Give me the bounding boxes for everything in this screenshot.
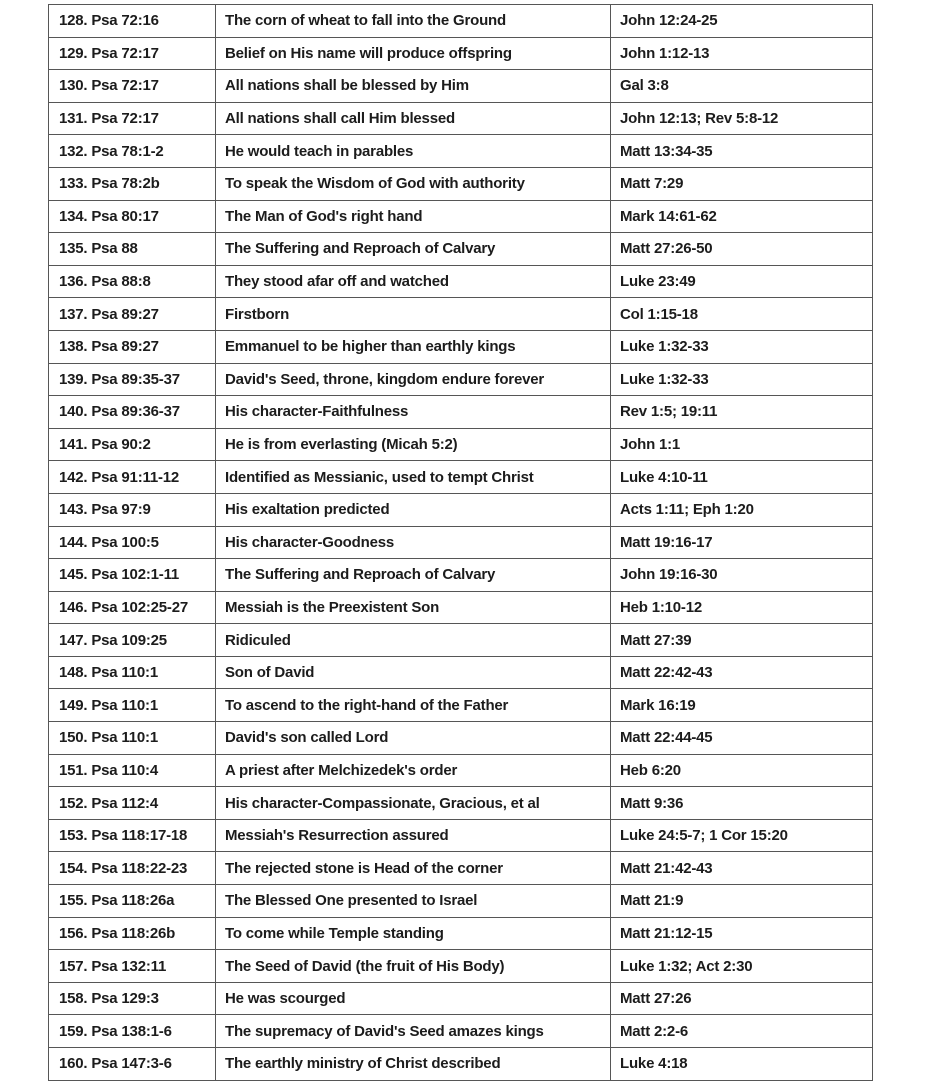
prophecy-cell: Son of David	[216, 656, 611, 689]
prophecy-cell: The rejected stone is Head of the corner	[216, 852, 611, 885]
psalm-reference-cell: 137. Psa 89:27	[49, 298, 216, 331]
psalm-reference-cell: 136. Psa 88:8	[49, 265, 216, 298]
table-row	[49, 982, 873, 1015]
prophecy-cell: The Seed of David (the fruit of His Body)	[216, 950, 611, 983]
table-row	[49, 363, 873, 396]
fulfillment-reference-cell: Luke 23:49	[611, 265, 873, 298]
psalm-reference-cell: 144. Psa 100:5	[49, 526, 216, 559]
table-row	[49, 624, 873, 657]
table-row	[49, 917, 873, 950]
prophecy-cell: Ridiculed	[216, 624, 611, 657]
prophecy-table-body	[49, 5, 873, 1081]
table-row	[49, 754, 873, 787]
prophecy-cell: The Blessed One presented to Israel	[216, 885, 611, 918]
prophecy-cell: David's Seed, throne, kingdom endure forever	[216, 363, 611, 396]
psalm-reference-cell: 133. Psa 78:2b	[49, 167, 216, 200]
fulfillment-reference-cell: Luke 4:18	[611, 1048, 873, 1081]
table-row	[49, 167, 873, 200]
fulfillment-reference-cell: Mark 14:61-62	[611, 200, 873, 233]
table-row	[49, 526, 873, 559]
table-row	[49, 330, 873, 363]
prophecy-cell: His exaltation predicted	[216, 493, 611, 526]
table-row	[49, 396, 873, 429]
psalm-reference-cell: 148. Psa 110:1	[49, 656, 216, 689]
prophecy-cell: To ascend to the right-hand of the Father	[216, 689, 611, 722]
table-row	[49, 493, 873, 526]
prophecy-cell: He was scourged	[216, 982, 611, 1015]
table-row	[49, 559, 873, 592]
table-row	[49, 37, 873, 70]
table-row	[49, 428, 873, 461]
psalm-reference-cell: 141. Psa 90:2	[49, 428, 216, 461]
table-row	[49, 722, 873, 755]
prophecy-cell: He is from everlasting (Micah 5:2)	[216, 428, 611, 461]
fulfillment-reference-cell: Matt 19:16-17	[611, 526, 873, 559]
prophecy-cell: To speak the Wisdom of God with authority	[216, 167, 611, 200]
table-row	[49, 70, 873, 103]
psalm-reference-cell: 149. Psa 110:1	[49, 689, 216, 722]
table-row	[49, 233, 873, 266]
table-row	[49, 1015, 873, 1048]
fulfillment-reference-cell: Luke 24:5-7; 1 Cor 15:20	[611, 819, 873, 852]
psalm-reference-cell: 138. Psa 89:27	[49, 330, 216, 363]
table-row	[49, 461, 873, 494]
psalm-reference-cell: 147. Psa 109:25	[49, 624, 216, 657]
psalm-reference-cell: 153. Psa 118:17-18	[49, 819, 216, 852]
table-row	[49, 298, 873, 331]
prophecy-cell: David's son called Lord	[216, 722, 611, 755]
fulfillment-reference-cell: Matt 2:2-6	[611, 1015, 873, 1048]
psalm-reference-cell: 135. Psa 88	[49, 233, 216, 266]
psalm-reference-cell: 154. Psa 118:22-23	[49, 852, 216, 885]
table-row	[49, 852, 873, 885]
psalm-reference-cell: 152. Psa 112:4	[49, 787, 216, 820]
table-row	[49, 5, 873, 38]
psalm-reference-cell: 134. Psa 80:17	[49, 200, 216, 233]
prophecy-cell: All nations shall be blessed by Him	[216, 70, 611, 103]
prophecy-cell: Emmanuel to be higher than earthly kings	[216, 330, 611, 363]
psalm-reference-cell: 150. Psa 110:1	[49, 722, 216, 755]
psalm-reference-cell: 142. Psa 91:11-12	[49, 461, 216, 494]
table-row	[49, 591, 873, 624]
table-row	[49, 102, 873, 135]
fulfillment-reference-cell: Matt 22:44-45	[611, 722, 873, 755]
psalm-reference-cell: 155. Psa 118:26a	[49, 885, 216, 918]
fulfillment-reference-cell: Heb 6:20	[611, 754, 873, 787]
table-row	[49, 950, 873, 983]
fulfillment-reference-cell: Matt 7:29	[611, 167, 873, 200]
fulfillment-reference-cell: Matt 27:26-50	[611, 233, 873, 266]
fulfillment-reference-cell: John 12:13; Rev 5:8-12	[611, 102, 873, 135]
table-row	[49, 787, 873, 820]
fulfillment-reference-cell: Matt 9:36	[611, 787, 873, 820]
prophecy-cell: His character-Goodness	[216, 526, 611, 559]
fulfillment-reference-cell: Matt 22:42-43	[611, 656, 873, 689]
fulfillment-reference-cell: Luke 4:10-11	[611, 461, 873, 494]
fulfillment-reference-cell: Matt 13:34-35	[611, 135, 873, 168]
fulfillment-reference-cell: Rev 1:5; 19:11	[611, 396, 873, 429]
psalm-reference-cell: 132. Psa 78:1-2	[49, 135, 216, 168]
prophecy-cell: Belief on His name will produce offspring	[216, 37, 611, 70]
fulfillment-reference-cell: Luke 1:32; Act 2:30	[611, 950, 873, 983]
prophecy-cell: A priest after Melchizedek's order	[216, 754, 611, 787]
psalm-reference-cell: 145. Psa 102:1-11	[49, 559, 216, 592]
fulfillment-reference-cell: John 12:24-25	[611, 5, 873, 38]
psalm-reference-cell: 157. Psa 132:11	[49, 950, 216, 983]
psalm-reference-cell: 131. Psa 72:17	[49, 102, 216, 135]
psalm-reference-cell: 146. Psa 102:25-27	[49, 591, 216, 624]
fulfillment-reference-cell: Col 1:15-18	[611, 298, 873, 331]
prophecy-table	[48, 4, 873, 1081]
psalm-reference-cell: 128. Psa 72:16	[49, 5, 216, 38]
fulfillment-reference-cell: John 1:12-13	[611, 37, 873, 70]
psalm-reference-cell: 160. Psa 147:3-6	[49, 1048, 216, 1081]
prophecy-cell: Identified as Messianic, used to tempt Christ	[216, 461, 611, 494]
table-row	[49, 135, 873, 168]
prophecy-cell: The corn of wheat to fall into the Ground	[216, 5, 611, 38]
prophecy-cell: The Man of God's right hand	[216, 200, 611, 233]
prophecy-cell: He would teach in parables	[216, 135, 611, 168]
prophecy-cell: The supremacy of David's Seed amazes kings	[216, 1015, 611, 1048]
fulfillment-reference-cell: John 1:1	[611, 428, 873, 461]
psalm-reference-cell: 129. Psa 72:17	[49, 37, 216, 70]
fulfillment-reference-cell: Matt 21:42-43	[611, 852, 873, 885]
psalm-reference-cell: 156. Psa 118:26b	[49, 917, 216, 950]
fulfillment-reference-cell: Matt 27:39	[611, 624, 873, 657]
table-row	[49, 819, 873, 852]
fulfillment-reference-cell: Matt 21:12-15	[611, 917, 873, 950]
fulfillment-reference-cell: Heb 1:10-12	[611, 591, 873, 624]
fulfillment-reference-cell: Luke 1:32-33	[611, 363, 873, 396]
psalm-reference-cell: 158. Psa 129:3	[49, 982, 216, 1015]
prophecy-cell: They stood afar off and watched	[216, 265, 611, 298]
prophecy-cell: His character-Compassionate, Gracious, et al	[216, 787, 611, 820]
fulfillment-reference-cell: Gal 3:8	[611, 70, 873, 103]
prophecy-cell: The earthly ministry of Christ described	[216, 1048, 611, 1081]
fulfillment-reference-cell: Acts 1:11; Eph 1:20	[611, 493, 873, 526]
prophecy-cell: Messiah is the Preexistent Son	[216, 591, 611, 624]
prophecy-cell: All nations shall call Him blessed	[216, 102, 611, 135]
table-row	[49, 1048, 873, 1081]
table-row	[49, 885, 873, 918]
fulfillment-reference-cell: Mark 16:19	[611, 689, 873, 722]
table-row	[49, 689, 873, 722]
prophecy-cell: His character-Faithfulness	[216, 396, 611, 429]
psalm-reference-cell: 151. Psa 110:4	[49, 754, 216, 787]
table-row	[49, 265, 873, 298]
psalm-reference-cell: 140. Psa 89:36-37	[49, 396, 216, 429]
prophecy-cell: The Suffering and Reproach of Calvary	[216, 233, 611, 266]
table-row	[49, 200, 873, 233]
prophecy-cell: The Suffering and Reproach of Calvary	[216, 559, 611, 592]
prophecy-cell: Firstborn	[216, 298, 611, 331]
table-row	[49, 656, 873, 689]
psalm-reference-cell: 159. Psa 138:1-6	[49, 1015, 216, 1048]
fulfillment-reference-cell: Matt 21:9	[611, 885, 873, 918]
prophecy-cell: Messiah's Resurrection assured	[216, 819, 611, 852]
fulfillment-reference-cell: John 19:16-30	[611, 559, 873, 592]
fulfillment-reference-cell: Luke 1:32-33	[611, 330, 873, 363]
prophecy-cell: To come while Temple standing	[216, 917, 611, 950]
psalm-reference-cell: 139. Psa 89:35-37	[49, 363, 216, 396]
fulfillment-reference-cell: Matt 27:26	[611, 982, 873, 1015]
psalm-reference-cell: 130. Psa 72:17	[49, 70, 216, 103]
psalm-reference-cell: 143. Psa 97:9	[49, 493, 216, 526]
